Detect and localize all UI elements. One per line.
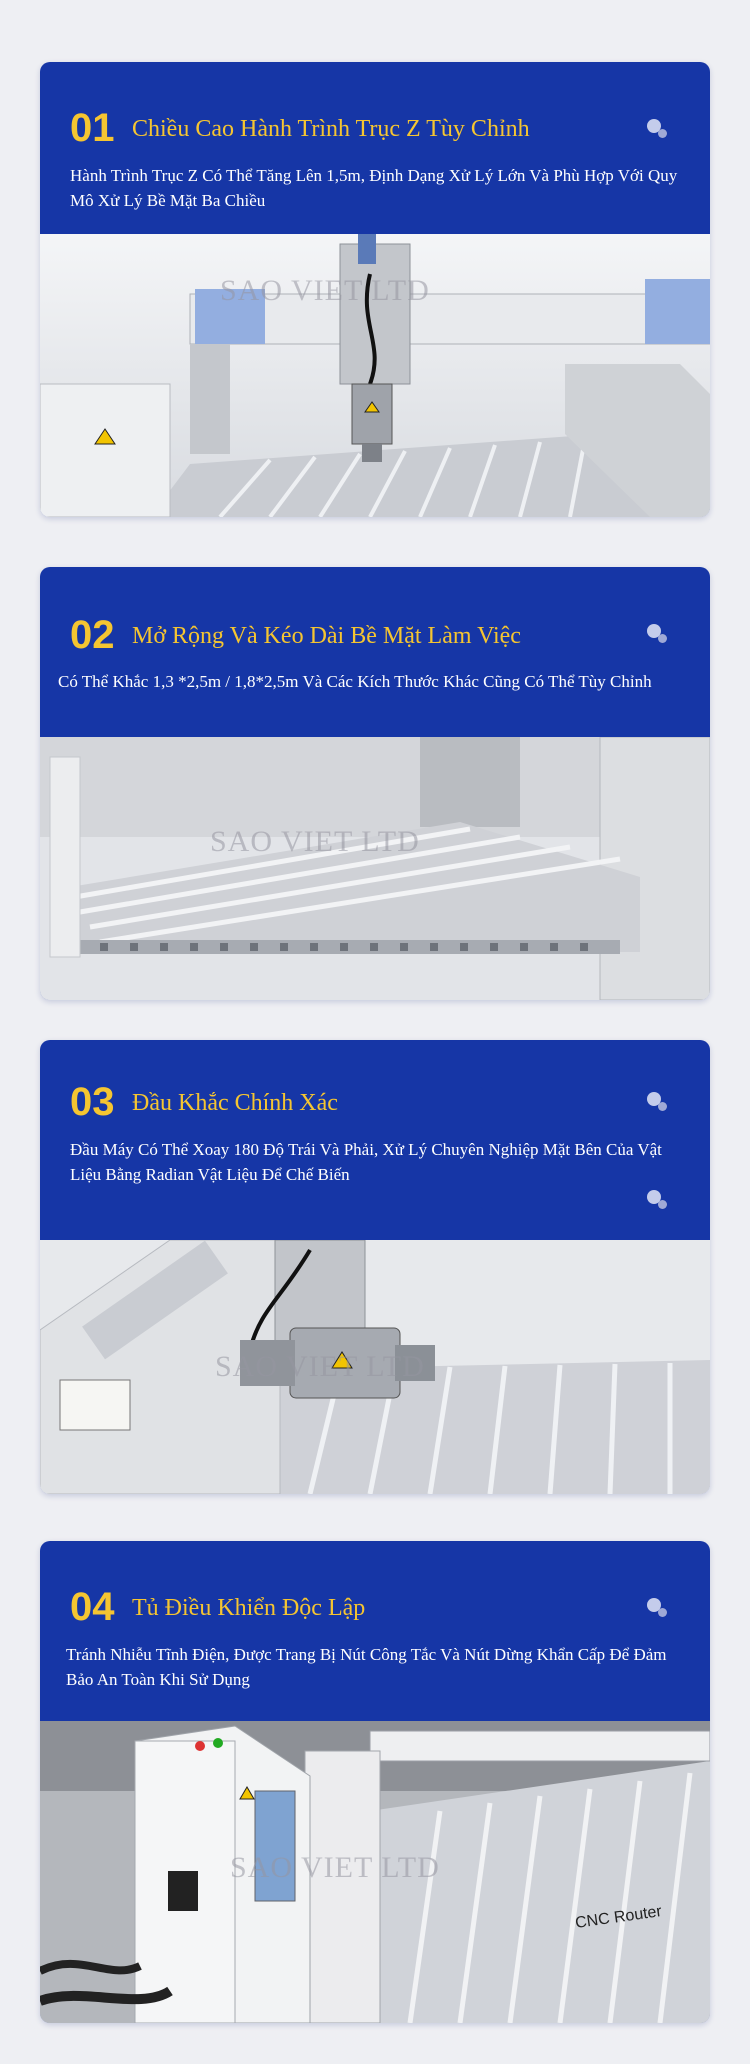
decorative-dots-icon xyxy=(647,119,669,141)
machine-photo-control-cabinet xyxy=(40,1721,710,2023)
feature-title: Mở Rộng Và Kéo Dài Bề Mặt Làm Việc xyxy=(132,623,521,649)
feature-number: 03 xyxy=(70,1080,115,1124)
feature-card-3 xyxy=(40,1040,710,1494)
feature-description: Tránh Nhiễu Tĩnh Điện, Được Trang Bị Nút Công Tắc Và Nút Dừng Khẩn Cấp Để Đảm Bảo An Toàn Khi Sử Dụng xyxy=(66,1645,667,1689)
feature-number: 02 xyxy=(70,613,115,657)
watermark: SAO VIET LTD xyxy=(220,274,430,307)
feature-description: Hành Trình Trục Z Có Thể Tăng Lên 1,5m, Định Dạng Xử Lý Lớn Và Phù Hợp Với Quy Mô Xử Lý Bề Mặt Ba Chiều xyxy=(70,166,678,210)
feature-card-4 xyxy=(40,1541,710,2023)
feature-description: Có Thể Khắc 1,3 *2,5m / 1,8*2,5m Và Các Kích Thước Khác Cũng Có Thể Tùy Chỉnh xyxy=(58,672,652,691)
watermark: SAO VIET LTD xyxy=(230,1851,440,1884)
feature-card-1 xyxy=(40,62,710,517)
feature-number: 01 xyxy=(70,106,115,150)
feature-card-2 xyxy=(40,567,710,1000)
feature-header-4 xyxy=(40,1541,710,1721)
machine-photo-spindle xyxy=(40,1240,710,1494)
feature-title: Chiều Cao Hành Trình Trục Z Tùy Chỉnh xyxy=(132,116,530,142)
feature-header-1 xyxy=(40,62,710,234)
watermark: SAO VIET LTD xyxy=(210,825,420,858)
watermark: SAO VIET LTD xyxy=(215,1350,425,1383)
decorative-dots-icon xyxy=(647,1598,669,1620)
feature-title: Tủ Điều Khiển Độc Lập xyxy=(132,1595,366,1621)
feature-header-2 xyxy=(40,567,710,737)
decorative-dots-icon xyxy=(647,1190,669,1212)
feature-description: Đầu Máy Có Thể Xoay 180 Độ Trái Và Phải, Xử Lý Chuyên Nghiệp Mặt Bên Của Vật Liệu Bằng Radian Vật Liệu Để Chế Biến xyxy=(70,1140,662,1184)
machine-photo-work-surface xyxy=(40,737,710,1000)
cnc-router-label: CNC Router xyxy=(574,1903,663,1932)
feature-header-3 xyxy=(40,1040,710,1240)
decorative-dots-icon xyxy=(647,624,669,646)
machine-photo-z-axis xyxy=(40,234,710,517)
feature-number: 04 xyxy=(70,1585,115,1629)
feature-title: Đầu Khắc Chính Xác xyxy=(132,1090,338,1116)
decorative-dots-icon xyxy=(647,1092,669,1114)
